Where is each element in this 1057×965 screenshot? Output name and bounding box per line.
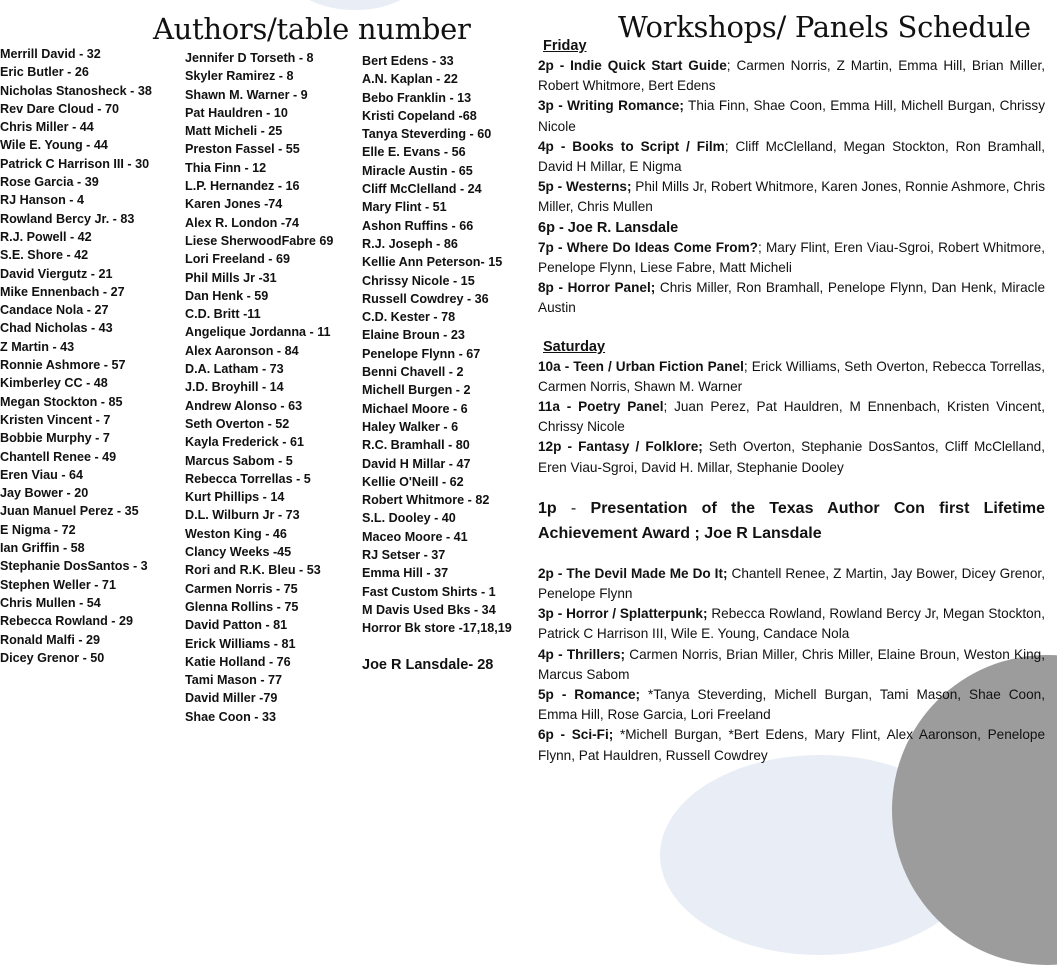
saturday-events-afternoon	[538, 564, 1045, 766]
author-entry: Alex R. London -74	[185, 215, 300, 230]
author-entry: Mary Flint - 51	[362, 200, 447, 215]
event-participants: Carmen Norris, Brian Miller, Chris Miller, Elaine Broun, Weston King, Marcus Sabom	[538, 646, 1045, 682]
author-entry: Glenna Rollins - 75	[185, 599, 299, 614]
authors-column-3	[362, 52, 512, 638]
day-heading-saturday: Saturday	[543, 338, 606, 355]
event-title: 12p - Fantasy / Folklore;	[538, 439, 703, 455]
author-entry: Eren Viau - 64	[0, 467, 84, 482]
author-entry: Chrissy Nicole - 15	[362, 273, 475, 288]
author-entry: Fast Custom Shirts - 1	[362, 584, 496, 599]
author-entry: Elaine Broun - 23	[362, 328, 465, 343]
event-participants: Juan Perez, Pat Hauldren, M Ennenbach, Kristen Vincent, Chrissy Nicole	[538, 399, 1045, 435]
author-entry: Haley Walker - 6	[362, 419, 459, 434]
event-participants: Cliff McClelland, Megan Stockton, Ron Bramhall, David H Millar, E Nigma	[538, 138, 1046, 175]
schedule-event	[538, 278, 1045, 318]
event-separator: ;	[663, 399, 675, 415]
author-entry: Candace Nola - 27	[0, 303, 109, 318]
author-entry: Rebecca Rowland - 29	[0, 614, 133, 629]
schedule-panel	[538, 36, 1045, 766]
schedule-event	[538, 645, 1045, 685]
day-heading-friday: Friday	[543, 38, 587, 54]
author-entry: Skyler Ramirez - 8	[185, 69, 294, 84]
schedule-event	[538, 238, 1045, 278]
author-entry: L.P. Hernandez - 16	[185, 179, 300, 194]
author-entry: Erick Williams - 81	[185, 636, 296, 651]
schedule-event	[538, 357, 1045, 397]
author-entry: Carmen Norris - 75	[185, 581, 298, 596]
schedule-event	[538, 218, 1045, 238]
author-entry: Liese SherwoodFabre 69	[185, 233, 334, 248]
event-title: 6p - Joe R. Lansdale	[538, 219, 679, 236]
event-separator: ;	[726, 58, 737, 73]
featured-author: Joe R Lansdale- 28	[362, 657, 494, 673]
author-entry: Kimberley CC - 48	[0, 376, 108, 391]
author-entry: Bobbie Murphy - 7	[0, 431, 110, 446]
author-entry: R.C. Bramhall - 80	[362, 438, 470, 453]
author-entry: Penelope Flynn - 67	[362, 346, 481, 361]
author-entry: Kurt Phillips - 14	[185, 490, 285, 505]
author-entry: Jennifer D Torseth - 8	[185, 51, 314, 65]
event-participants: Seth Overton, Stephanie DosSantos, Cliff McClelland, Eren Viau-Sgroi, David H. Millar, Stephanie Dooley	[538, 439, 1045, 475]
author-entry: Emma Hill - 37	[362, 566, 449, 581]
author-entry: Seth Overton - 52	[185, 416, 290, 431]
author-entry: Shae Coon - 33	[185, 709, 276, 724]
author-entry: Eric Butler - 26	[0, 65, 89, 80]
event-title: 10a - Teen / Urban Fiction Panel	[538, 358, 744, 374]
author-entry: Pat Hauldren - 10	[185, 105, 288, 120]
author-entry: David Miller -79	[185, 691, 278, 706]
author-entry: Nicholas Stanosheck - 38	[0, 83, 152, 98]
award-text: Presentation of the Texas Author Con first Lifetime Achievement Award ; Joe R Lansdale	[538, 499, 1045, 542]
event-participants: Phil Mills Jr, Robert Whitmore, Karen Jones, Ronnie Ashmore, Chris Miller, Chris Mullen	[538, 179, 1046, 215]
author-entry: R.J. Joseph - 86	[362, 236, 458, 251]
event-separator	[640, 687, 648, 702]
event-title: 6p - Sci-Fi;	[538, 727, 614, 743]
author-entry: Bert Edens - 33	[362, 54, 454, 68]
event-title: 5p - Romance;	[538, 687, 641, 703]
author-entry: David H Millar - 47	[362, 456, 471, 471]
author-entry: Robert Whitmore - 82	[362, 493, 490, 508]
author-entry: Kayla Frederick - 61	[185, 435, 305, 450]
author-entry: Juan Manuel Perez - 35	[0, 504, 139, 519]
author-entry: Kellie O'Neill - 62	[362, 474, 464, 489]
author-entry: Michael Moore - 6	[362, 401, 468, 416]
author-entry: Marcus Sabom - 5	[185, 453, 293, 468]
event-title: 3p - Writing Romance;	[538, 98, 684, 114]
award-presentation	[538, 496, 1045, 546]
author-entry: D.L. Wilburn Jr - 73	[185, 508, 300, 523]
author-entry: Michell Burgen - 2	[362, 383, 471, 398]
event-title: 7p - Where Do Ideas Come From?	[538, 239, 758, 255]
authors-column-2	[185, 49, 333, 726]
author-entry: Elle E. Evans - 56	[362, 145, 466, 160]
author-entry: Rebecca Torrellas - 5	[185, 471, 311, 486]
schedule-event	[538, 604, 1045, 644]
author-entry: Ronald Malfi - 29	[0, 632, 101, 647]
author-entry: Katie Holland - 76	[185, 654, 291, 669]
author-entry: Stephen Weller - 71	[0, 577, 116, 592]
author-entry: Clancy Weeks -45	[185, 545, 292, 560]
author-entry: Phil Mills Jr -31	[185, 270, 277, 285]
author-entry: Horror Bk store -17,18,19	[362, 621, 512, 636]
event-separator: ;	[743, 358, 752, 374]
author-entry: Weston King - 46	[185, 526, 287, 541]
author-entry: Russell Cowdrey - 36	[362, 291, 489, 306]
author-entry: Tanya Steverding - 60	[362, 127, 492, 142]
event-participants: Erick Williams, Seth Overton, Rebecca Torrellas, Carmen Norris, Shawn M. Warner	[538, 358, 1045, 394]
schedule-event	[538, 177, 1045, 217]
author-entry: Kellie Ann Peterson- 15	[362, 255, 503, 270]
author-entry: S.E. Shore - 42	[0, 248, 89, 263]
author-entry: Matt Micheli - 25	[185, 124, 283, 139]
event-participants: Thia Finn, Shae Coon, Emma Hill, Michell Burgan, Chrissy Nicole	[538, 98, 1045, 134]
authors-column-1	[0, 45, 152, 667]
author-entry: Megan Stockton - 85	[0, 394, 123, 409]
author-entry: Chantell Renee - 49	[0, 449, 117, 464]
event-title: 2p - The Devil Made Me Do It;	[538, 565, 728, 581]
author-entry: Kristi Copeland -68	[362, 108, 477, 123]
author-entry: Cliff McClelland - 24	[362, 182, 482, 197]
schedule-event	[538, 397, 1045, 437]
author-entry: Chris Miller - 44	[0, 120, 94, 135]
author-entry: Chris Mullen - 54	[0, 595, 101, 610]
event-separator	[613, 727, 620, 742]
author-entry: Tami Mason - 77	[185, 673, 283, 688]
event-participants: Carmen Norris, Z Martin, Emma Hill, Brian Miller, Robert Whitmore, Bert Edens	[538, 58, 1045, 94]
event-title: 8p - Horror Panel;	[538, 280, 656, 296]
author-entry: Ian Griffin - 58	[0, 541, 85, 556]
schedule-event	[538, 685, 1045, 725]
schedule-event	[538, 437, 1045, 477]
event-title: 4p - Thrillers;	[538, 646, 626, 662]
author-entry: David Viergutz - 21	[0, 266, 113, 281]
author-entry: Mike Ennenbach - 27	[0, 284, 125, 299]
saturday-events	[538, 357, 1045, 478]
award-separator: -	[556, 499, 591, 517]
author-entry: Alex Aaronson - 84	[185, 343, 299, 358]
author-entry: Z Martin - 43	[0, 339, 75, 354]
event-separator: ;	[724, 138, 736, 154]
event-separator: ;	[757, 239, 766, 255]
event-participants: *Michell Burgan, *Bert Edens, Mary Flint, Alex Aaronson, Penelope Flynn, Pat Hauldren, Russell Cowdrey	[538, 727, 1046, 763]
event-participants: Rebecca Rowland, Rowland Bercy Jr, Megan Stockton, Patrick C Harrison III, Wile E. Young, Candace Nola	[538, 606, 1045, 642]
event-participants: Mary Flint, Eren Viau-Sgroi, Robert Whitmore, Penelope Flynn, Liese Fabre, Matt Micheli	[538, 239, 1045, 276]
author-entry: RJ Hanson - 4	[0, 193, 84, 208]
author-entry: Preston Fassel - 55	[185, 142, 300, 157]
author-entry: Maceo Moore - 41	[362, 529, 468, 544]
author-entry: Shawn M. Warner - 9	[185, 87, 308, 102]
author-entry: Benni Chavell - 2	[362, 365, 464, 380]
event-title: 11a - Poetry Panel	[538, 399, 664, 415]
author-entry: C.D. Britt -11	[185, 307, 261, 322]
author-entry: E Nigma - 72	[0, 522, 76, 537]
author-entry: Rowland Bercy Jr. - 83	[0, 211, 135, 226]
friday-events	[538, 56, 1045, 319]
author-entry: Bebo Franklin - 13	[362, 90, 472, 105]
event-title: 5p - Westerns;	[538, 179, 632, 195]
author-entry: D.A. Latham - 73	[185, 362, 284, 377]
author-entry: RJ Setser - 37	[362, 548, 446, 563]
author-entry: Karen Jones -74	[185, 197, 283, 212]
event-participants: *Tanya Steverding, Michell Burgan, Tami Mason, Shae Coon, Emma Hill, Rose Garcia, Lori Freeland	[538, 687, 1046, 723]
event-participants: Chris Miller, Ron Bramhall, Penelope Flynn, Dan Henk, Miracle Austin	[538, 280, 1046, 316]
author-entry: R.J. Powell - 42	[0, 229, 92, 244]
award-time: 1p	[538, 499, 557, 517]
schedule-event	[538, 725, 1045, 765]
author-entry: Miracle Austin - 65	[362, 163, 473, 178]
author-entry: Chad Nicholas - 43	[0, 321, 113, 336]
author-entry: A.N. Kaplan - 22	[362, 72, 458, 87]
event-title: 4p - Books to Script / Film	[538, 138, 725, 154]
schedule-event	[538, 137, 1045, 177]
author-entry: J.D. Broyhill - 14	[185, 380, 284, 395]
schedule-event	[538, 564, 1045, 604]
author-entry: Kristen Vincent - 7	[0, 412, 111, 427]
author-entry: M Davis Used Bks - 34	[362, 602, 496, 617]
authors-title: Authors/table number	[153, 12, 471, 46]
author-entry: Wile E. Young - 44	[0, 138, 108, 153]
schedule-event	[538, 96, 1045, 136]
author-entry: Dicey Grenor - 50	[0, 650, 105, 665]
author-entry: Rev Dare Cloud - 70	[0, 101, 119, 116]
author-entry: Dan Henk - 59	[185, 288, 269, 303]
author-entry: Rori and R.K. Bleu - 53	[185, 563, 321, 578]
author-entry: Stephanie DosSantos - 3	[0, 559, 148, 574]
author-entry: C.D. Kester - 78	[362, 310, 456, 325]
event-participants: Chantell Renee, Z Martin, Jay Bower, Dicey Grenor, Penelope Flynn	[538, 565, 1045, 602]
author-entry: Ashon Ruffins - 66	[362, 218, 474, 233]
author-entry: Ronnie Ashmore - 57	[0, 358, 126, 373]
author-entry: Angelique Jordanna - 11	[185, 325, 331, 340]
author-entry: Merrill David - 32	[0, 47, 101, 61]
author-entry: Thia Finn - 12	[185, 160, 267, 175]
schedule-event	[538, 56, 1045, 96]
author-entry: Andrew Alonso - 63	[185, 398, 303, 413]
author-entry: Jay Bower - 20	[0, 486, 89, 501]
schedule-title: Workshops/ Panels Schedule	[618, 10, 1031, 44]
event-title: 2p - Indie Quick Start Guide	[538, 58, 727, 73]
author-entry: Lori Freeland - 69	[185, 252, 290, 267]
decorative-circle-top	[290, 0, 420, 10]
event-title: 3p - Horror / Splatterpunk;	[538, 606, 708, 622]
author-entry: Patrick C Harrison III - 30	[0, 156, 150, 171]
author-entry: Rose Garcia - 39	[0, 175, 99, 190]
author-entry: David Patton - 81	[185, 618, 288, 633]
author-entry: S.L. Dooley - 40	[362, 511, 456, 526]
